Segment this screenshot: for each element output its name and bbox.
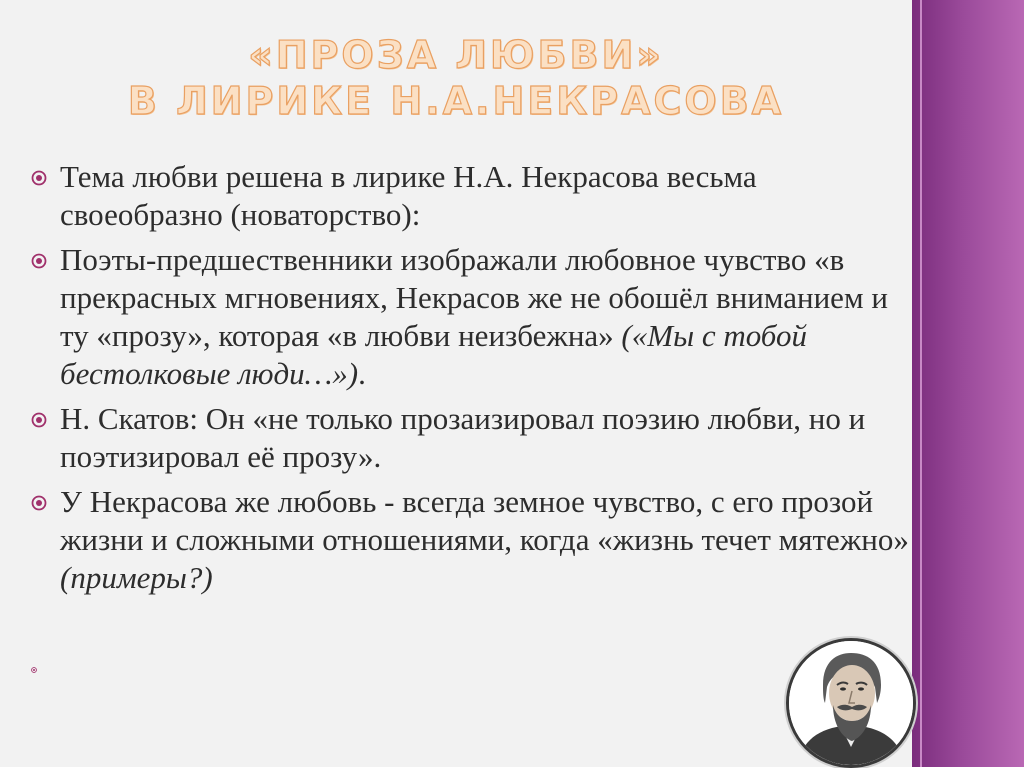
bullet-italic-note: (примеры?)	[60, 560, 213, 595]
bullet-item-4	[30, 483, 910, 597]
bullet-text: Поэты-предшественники изображали любовное чувство «в прекрасных мгновениях, Некрасов же не обошёл вниманием и ту «прозу», которая «в любви неизбежна»	[60, 242, 888, 353]
circle-dot-bullet-icon	[31, 495, 47, 511]
sidebar-divider-line	[920, 0, 922, 767]
nekrasov-portrait-image	[786, 638, 916, 768]
bullet-list	[30, 158, 910, 604]
bullet-tail: .	[358, 356, 366, 391]
title-line-2: В ЛИРИКЕ Н.А.НЕКРАСОВА	[127, 79, 785, 123]
bullet-item-3	[30, 400, 910, 476]
circle-dot-bullet-icon	[31, 253, 47, 269]
slide-title	[0, 32, 912, 124]
empty-bullet-icon	[31, 660, 37, 666]
bullet-italic-quote: («Мы с тобой бестолковые люди…»)	[60, 318, 807, 391]
sidebar-decoration	[912, 0, 1024, 767]
bullet-text: У Некрасова же любовь - всегда земное чувство, с его прозой жизни и сложными отношениями, когда «жизнь течет мятежно»	[60, 484, 909, 557]
bullet-text: Н. Скатов: Он «не только прозаизировал поэзию любви, но и поэтизировал её прозу».	[60, 401, 866, 474]
circle-dot-bullet-icon	[31, 170, 47, 186]
bullet-text: Тема любви решена в лирике Н.А. Некрасова весьма своеобразно (новаторство):	[60, 159, 757, 232]
bullet-item-2	[30, 241, 910, 393]
circle-dot-bullet-icon	[31, 412, 47, 428]
title-line-1: «ПРОЗА ЛЮБВИ»	[248, 33, 664, 77]
bullet-item-1	[30, 158, 910, 234]
